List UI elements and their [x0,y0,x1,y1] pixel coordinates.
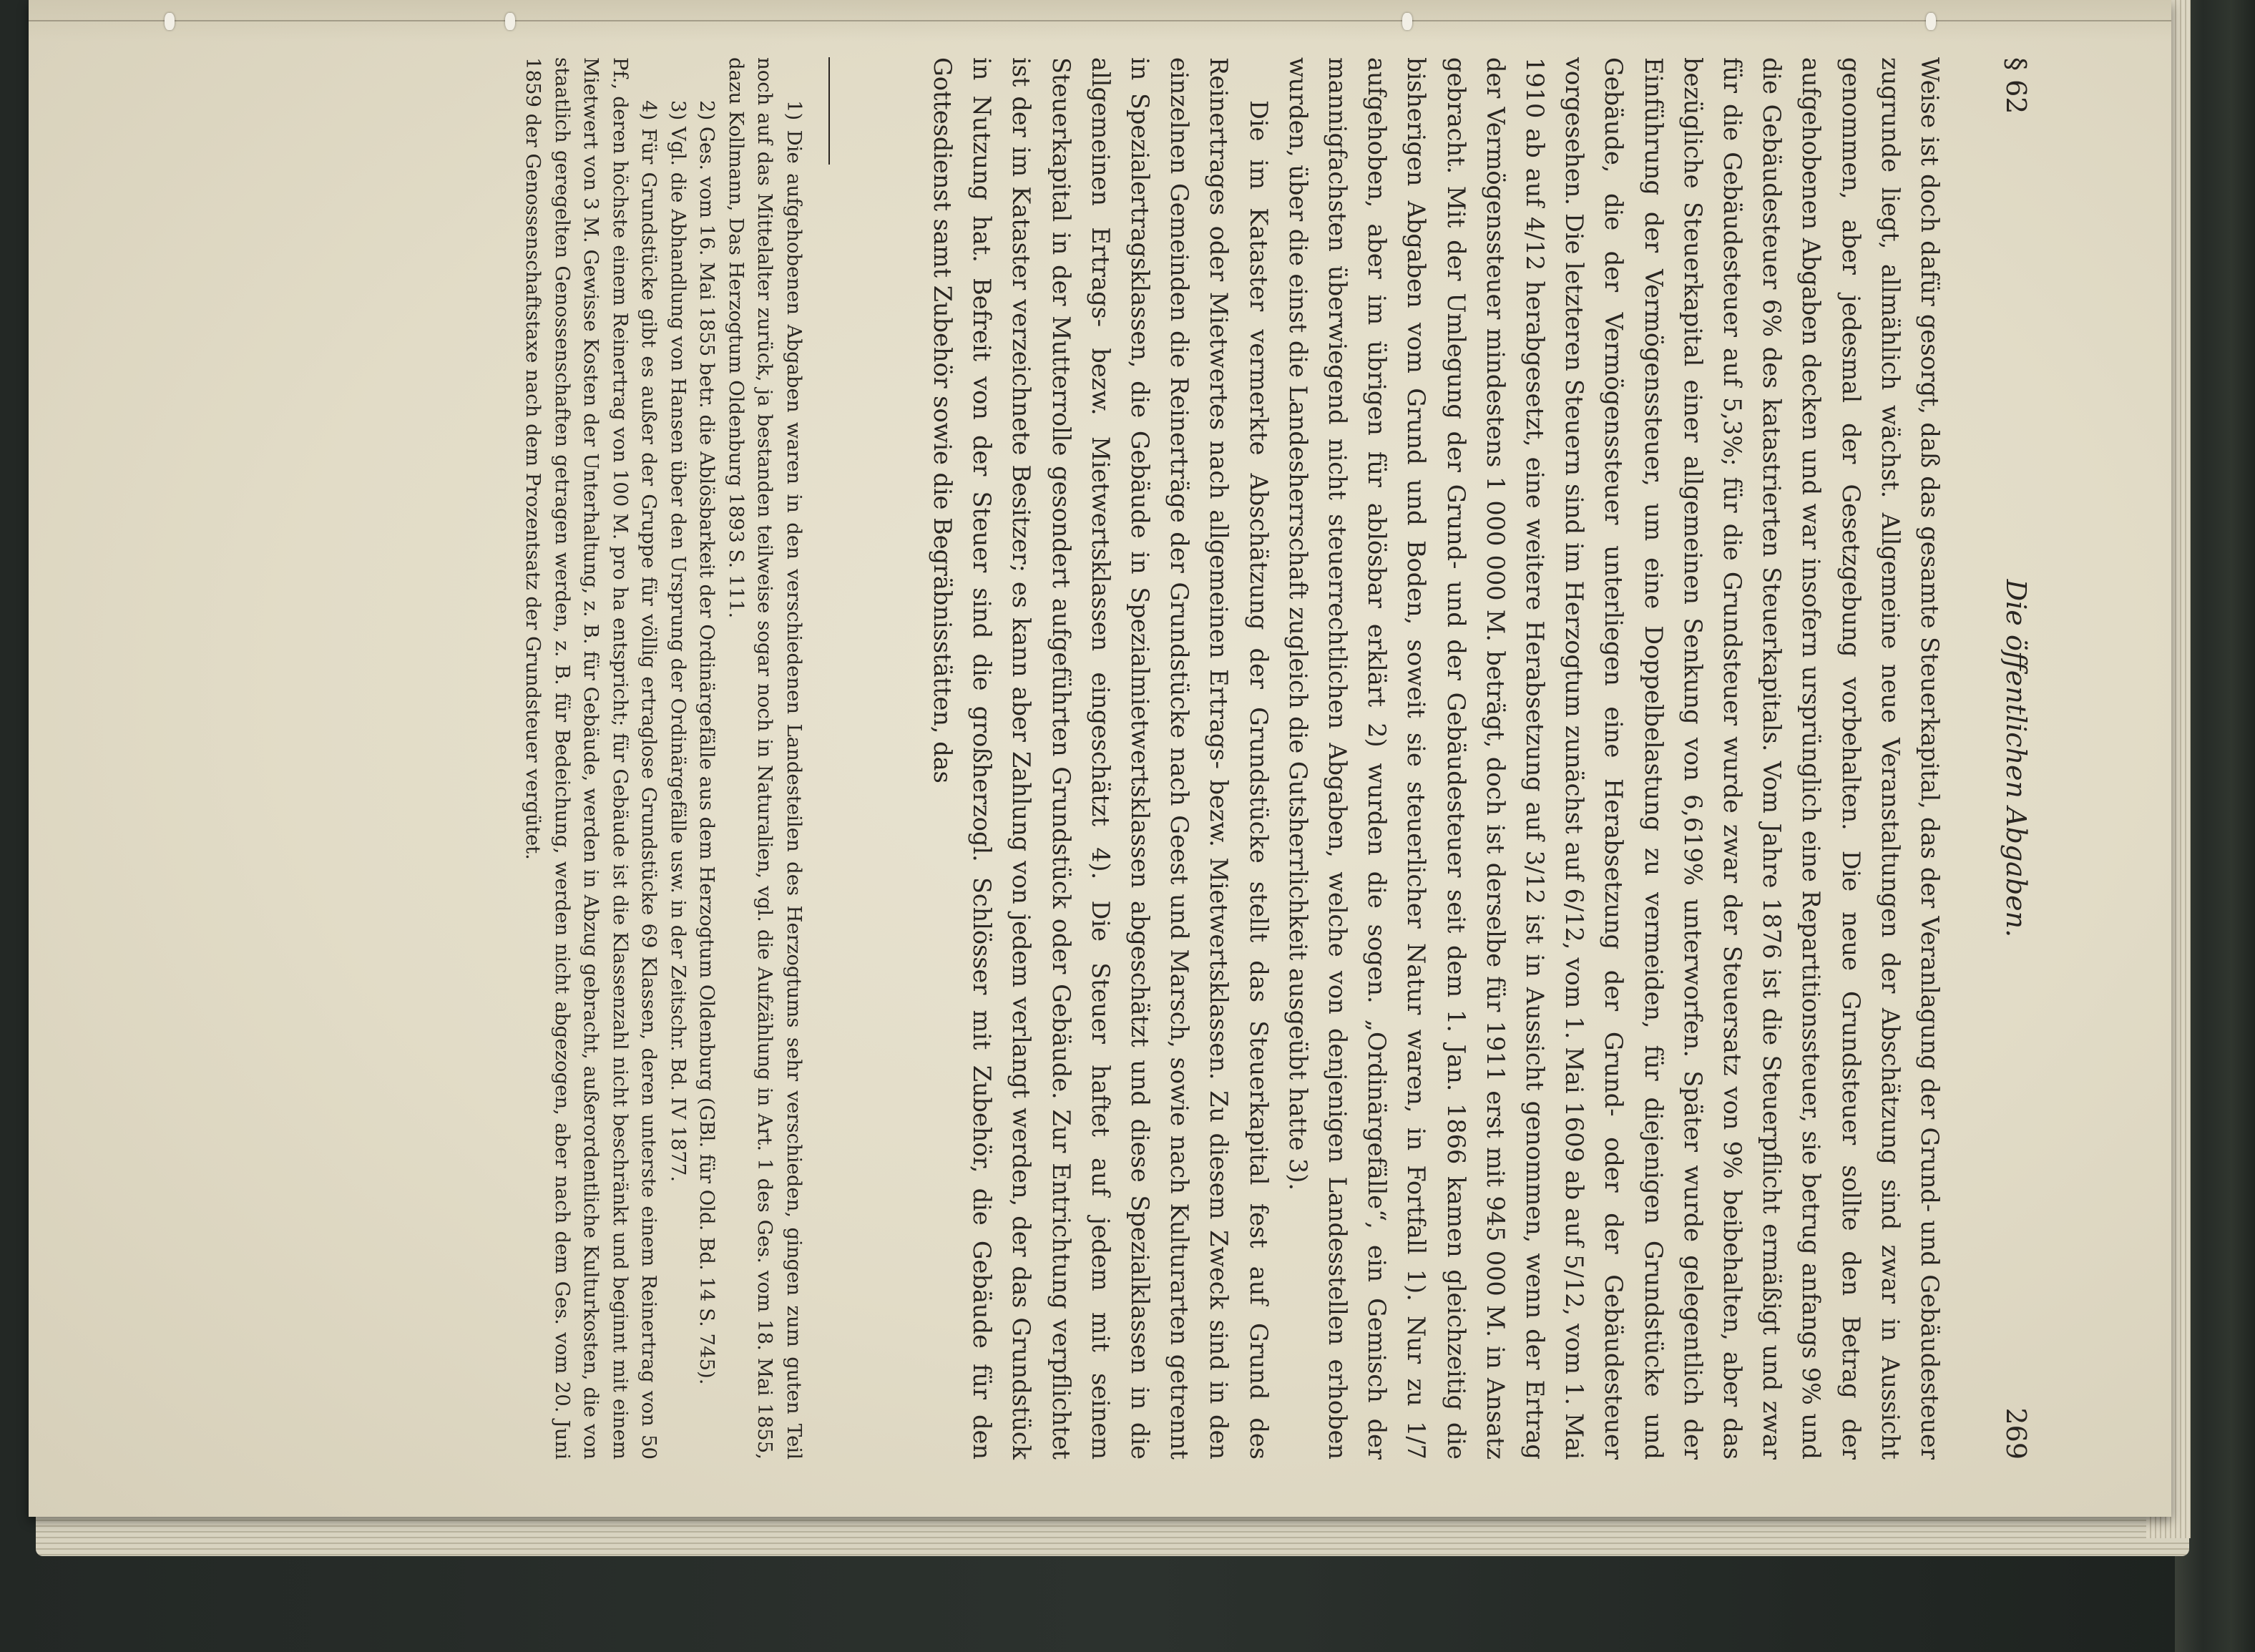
paragraph: Die im Kataster vermerkte Abschätzung der Grundstücke stellt das Steuerkapital fest auf Grund des Reinertrages oder Mietwertes nach allgemeinen Ertrags- bezw. Mietwertsklassen. Zu diesem Zweck sind in den einzelnen Gemeinden die Reinerträge der Grundstücke nach Geest und Marsch, sowie nach Kulturarten getrennt in Spezialertragsklassen, die Gebäude in Spezialmietwertsklassen abgeschätzt und diese Spezialklassen in die allgemeinen Ertrags- bezw. Mietwertsklassen eingeschätzt 4). Die Steuer haftet auf jedem mit seinem Steuerkapital in der Mutterrolle gesondert aufgeführten Grundstück oder Gebäude. Zur Entrichtung verpflichtet ist der im Kataster verzeichnete Besitzer; es kann aber Zahlung von jedem verlangt werden, der das Grundstück in Nutzung hat. Befreit von der Steuer sind die großherzogl. Schlösser mit Zubehör, die Gebäude für den Gottesdienst samt Zubehör sowie die Begräbnisstätten, das [928,57,1273,1460]
footnote: 4) Für Grundstücke gibt es außer der Gruppe für völlig ertraglose Grundstücke 69 Klassen, deren unterste einem Reinertrag von 50 Pf., deren höchste einem Reinertrag von 100 M. pro ha entspricht; für Gebäude ist die Klassenzahl nicht beschränkt und beginnt mit einem Mietwert von 3 M. Gewisse Kosten der Unterhaltung, z. B. für Gebäude, werden in Abzug gebracht, außerordentliche Kulturkosten, die von staatlich geregelten Genossenschaften getragen werden, z. B. für Bedeichung, werden nicht abgezogen, aber nach dem Ges. vom 20. Juni 1859 der Genossenschaftstaxe nach dem Prozentsatz der Grundsteuer vergütet. [522,57,661,1460]
footnote-separator [828,57,830,165]
footnotes [519,57,808,1460]
main-text [923,57,1950,1460]
paragraph: Weise ist doch dafür gesorgt, daß das gesamte Steuerkapital, das der Veranlagung der Grund- und Gebäudesteuer zugrunde liegt, allmählich wächst. Allgemeine neue Veranstaltungen der Abschätzung sind zwar in Aussicht genommen, aber jedesmal der Gesetzgebung vorbehalten. Die neue Grundsteuer sollte den Betrag der aufgehobenen Abgaben decken und war insofern ursprünglich eine Repartitionssteuer, sie betrug anfangs 9% und die Gebäudesteuer 6% des katastrierten Steuerkapitals. Vom Jahre 1876 ist die Steuerpflicht ermäßigt und zwar für die Gebäudesteuer auf 5,3%; für die Grundsteuer wurde zwar der Steuersatz von 9% beibehalten, aber das bezügliche Steuerkapital einer allgemeinen Senkung von 6,619% unterworfen. Später wurde gelegentlich der Einführung der Vermögenssteuer, um eine Doppelbelastung zu vermeiden, für diejenigen Grundstücke und Gebäude, die der Vermögenssteuer unterliegen eine Herabsetzung der Grund- oder der Gebäudesteuer vorgesehen. Die letzteren Steuern sind im Herzogtum zunächst auf 6/12, vom 1. Mai 1609 ab auf 5/12, vom 1. Mai 1910 ab auf 4/12 herabgesetzt, eine weitere Herabsetzung auf 3/12 ist in Aussicht genommen, wenn der Ertrag der Vermögenssteuer mindestens 1 000 000 M. beträgt, doch ist derselbe für 1911 erst mit 945 000 M. in Ansatz gebracht. Mit der Umlegung der Grund- und der Gebäudesteuer seit dem 1. Jan. 1866 kamen gleichzeitig die bisherigen Abgaben vom Grund und Boden, soweit sie steuerlicher Natur waren, in Fortfall 1). Nur zu 1/7 aufgehoben, aber im übrigen für ablösbar erklärt 2) wurden die sogen. „Ordinärgefälle“, ein Gemisch der mannigfachsten überwiegend nicht steuerrechtlichen Abgaben, welche von denjenigen Landesstellen erhoben wurden, über die einst die Landesherrschaft zugleich die Gutsherrlichkeit ausgeübt hatte 3). [1283,57,1944,1460]
footnote: 3) Vgl. die Abhandlung von Hansen über den Ursprung der Ordinärgefälle usw. in der Zeitschr. Bd. IV 1877. [667,100,690,1183]
section-number: § 62 [2000,57,2032,114]
footnote: 2) Ges. vom 16. Mai 1855 betr. die Ablösbarkeit der Ordinärgefälle aus dem Herzogtum Oldenburg (GBl. für Old. Bd. 14 S. 745). [695,100,719,1385]
binding-thread [29,20,2171,21]
footnote: 1) Die aufgehobenen Abgaben waren in den verschiedenen Landesteilen des Herzogtums sehr verschieden, gingen zum guten Teil noch auf das Mittelalter zurück, ja bestanden teilweise sogar noch in Naturalien, vgl. die Aufzählung in Art. 1 des Ges. vom 18. Mai 1855, dazu Kollmann, Das Herzogtum Oldenburg 1893 S. 111. [725,57,806,1460]
page-number: 269 [2000,1407,2032,1460]
binding-stitch [1402,13,1412,30]
binding-stitch [505,13,515,30]
rotated-text-page [236,57,2039,1460]
running-title: Die öffentlichen Abgaben. [2000,579,2032,938]
binding-stitch [165,13,175,30]
binding-stitch [1926,13,1936,30]
running-header [1989,57,2039,1460]
